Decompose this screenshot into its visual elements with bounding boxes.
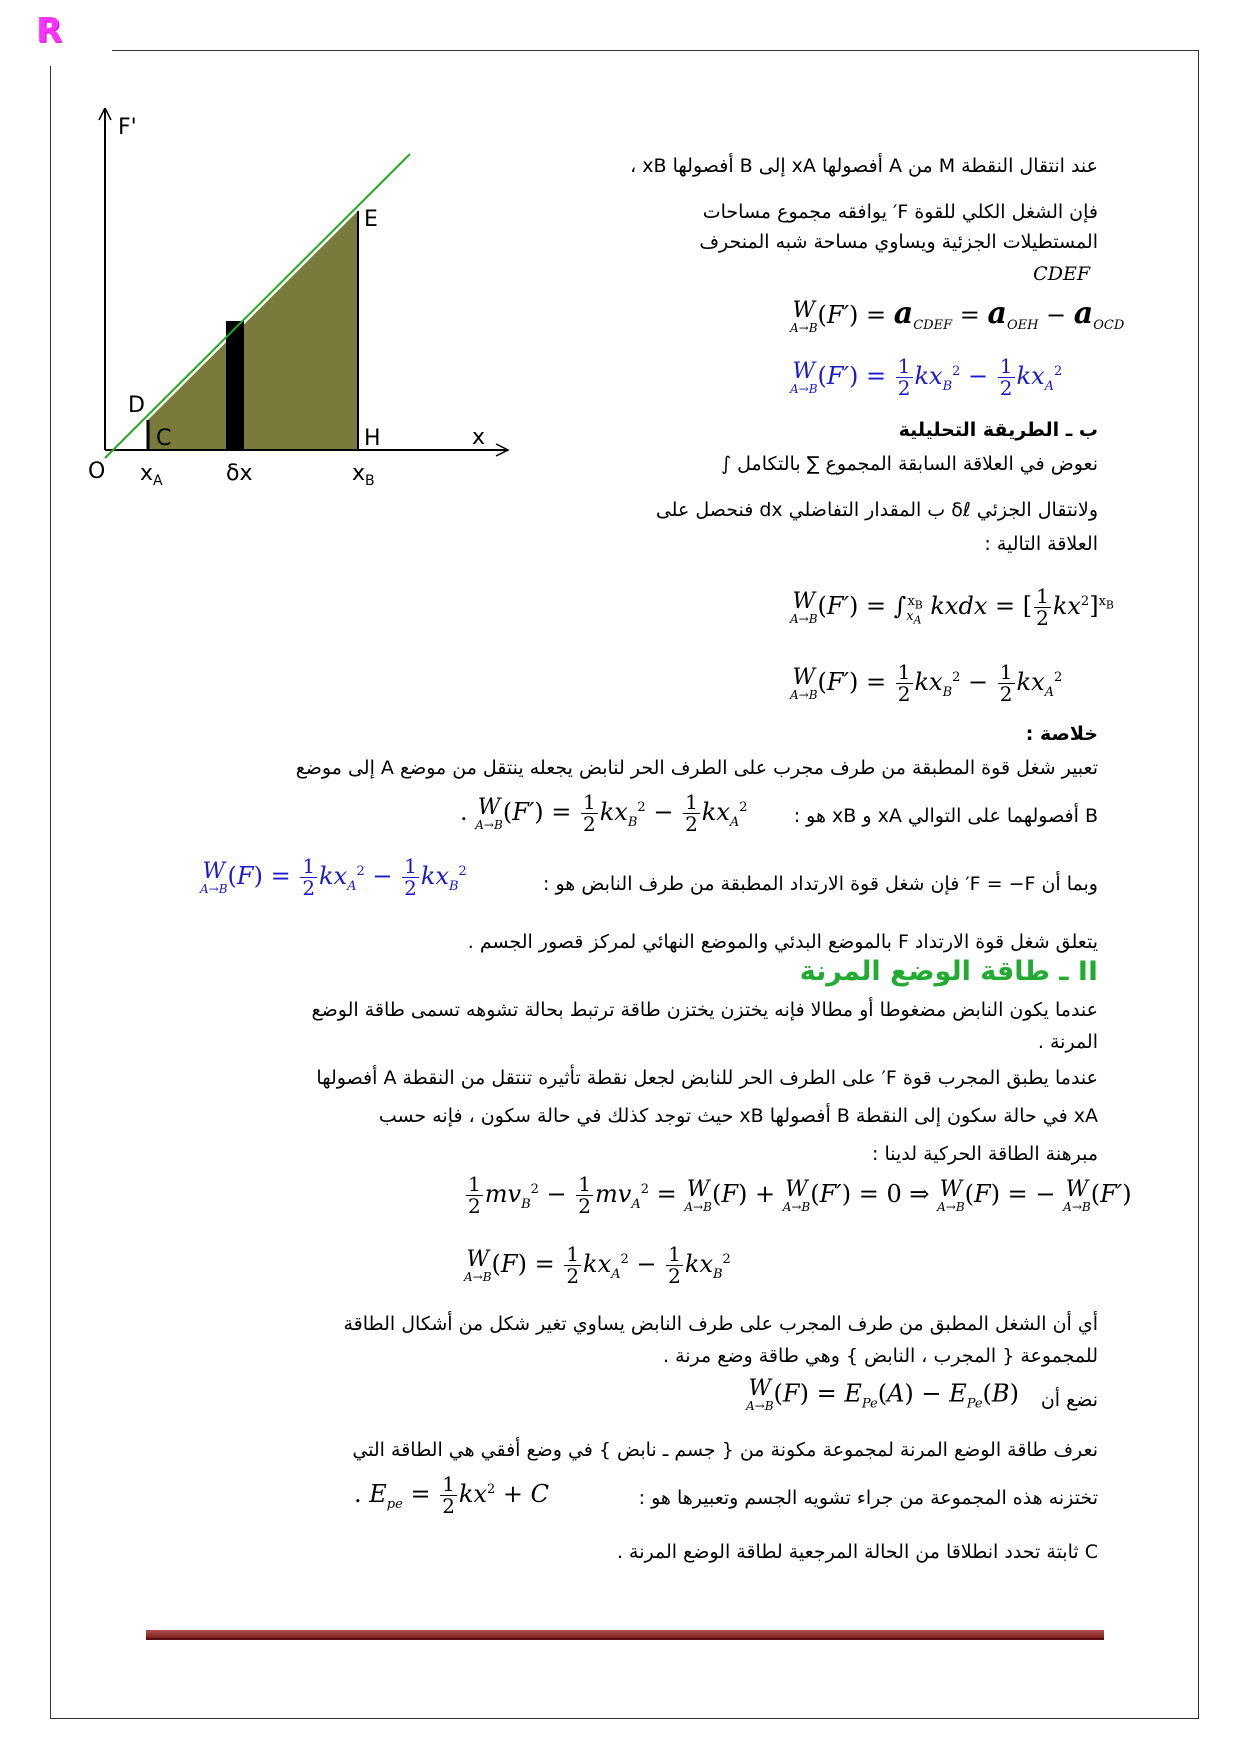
paragraph-p2a: فإن الشغل الكلي للقوة F′ يوافقه مجموع مساحات (702, 201, 1098, 223)
trapezoid-fill (148, 211, 358, 450)
label-c: C (156, 426, 172, 451)
label-xb: $x_B$ (352, 461, 375, 489)
paragraph-e2a: عندما يطبق المجرب قوة F′ على الطرف الحر للنابض لجعل نقطة تأثيره تنتقل من النقطة A أفصولها (316, 1067, 1098, 1089)
summary-s4: يتعلق شغل قوة الارتداد F بالموضع البدئي والموضع النهائي لمركز قصور الجسم . (467, 931, 1098, 953)
paragraph-p2b: المستطيلات الجزئية ويساوي مساحة شبه المنحرف (699, 231, 1098, 253)
label-xa: $x_A$ (140, 461, 163, 489)
formula-f10: . $E_{pe}$ = $\frac{1}{2}$ $kx^2 + C$ (354, 1472, 550, 1518)
paragraph-e4: نضع أن (1040, 1389, 1098, 1411)
label-h: H (364, 426, 381, 451)
formula-f1: W A→B $(F') = a_{CDEF} = a_{OEH} - a_{OCD}$ (790, 296, 1125, 335)
paragraph-e6: C ثابتة تحدد انطلاقا من الحالة المرجعية لطاقة الوضع المرنة . (616, 1541, 1098, 1563)
paragraph-p1: عند انتقال النقطة M من A أفصولها xA إلى B أفصولها xB ، (630, 155, 1098, 177)
frame-right-line (1198, 50, 1199, 1718)
formula-f7: $\frac{1}{2}$ $mv_B^2$ − $\frac{1}{2}$ $mv_A^2$ = W A→B (F) + W A→B (F′) = 0 ⇒ W A→B (F) = − W A→B (F′) (468, 1172, 1132, 1218)
frame-top-line (112, 50, 1198, 51)
summary-s2: B أفصولهما على التوالي xA و xB هو : (793, 805, 1098, 827)
label-cdef: CDEF (1033, 263, 1090, 285)
formula-f3: W A→B $(F') = \int_{x_A}^{x_B}$ kxdx = [ $\frac{1}{2}$ $kx^2]^{x_B}$ (790, 584, 1114, 630)
heading-elastic-energy: II ـ طاقة الوضع المرنة (799, 956, 1098, 987)
paragraph-e1a: عندما يكون النابض مضغوطا أو مطالا فإنه يختزن يختزن طاقة ترتبط بحالة تشوهه تسمى طاقة الوضع (311, 999, 1098, 1021)
label-e: E (364, 207, 378, 232)
paragraph-e3b: للمجموعة { المجرب ، النابض } وهي طاقة وضع مرنة . (662, 1345, 1098, 1367)
paragraph-e2c: مبرهنة الطاقة الحركية لدينا : (872, 1143, 1098, 1165)
summary-s3: وبما أن F = −F′ فإن شغل قوة الارتداد المطبقة من طرف النابض هو : (543, 873, 1098, 895)
formula-f2: W A→B (F′) = $\frac{1}{2}$ $kx_B^2$ − $\frac{1}{2}$ $kx_A^2$ (790, 354, 1063, 400)
formula-f8: W A→B (F) = $\frac{1}{2}$ $kx_A^2$ − $\frac{1}{2}$ $kx_B^2$ (464, 1242, 731, 1288)
paragraph-e1b: المرنة . (1037, 1031, 1098, 1053)
logo: R (36, 11, 63, 51)
paragraph-p3a: نعوض في العلاقة السابقة المجموع ∑ بالتكامل ∫ (721, 453, 1098, 475)
paragraph-p3b: ولانتقال الجزئي δℓ ب المقدار التفاضلي dx فنحصل على (655, 499, 1098, 521)
force-displacement-graph (80, 108, 520, 508)
label-o: O (88, 459, 106, 484)
summary-title: خلاصة : (1025, 723, 1098, 745)
label-fprime: F' (118, 115, 137, 140)
formula-f4: W A→B (F′) = $\frac{1}{2}$ $kx_B^2$ − $\frac{1}{2}$ $kx_A^2$ (790, 660, 1063, 706)
paragraph-p3c: العلاقة التالية : (984, 533, 1098, 555)
formula-f9: W A→B $(F) = E_{Pe}(A) - E_{Pe}(B)$ (746, 1376, 1019, 1413)
strip-dx (226, 321, 244, 451)
frame-bottom-line (50, 1718, 1199, 1719)
formula-f5: . W A→B (F′) = $\frac{1}{2}$ $kx_B^2$ − $\frac{1}{2}$ $kx_A^2$ (460, 790, 748, 836)
paragraph-e2b: xA في حالة سكون إلى النقطة B أفصولها xB حيث توجد كذلك في حالة سكون ، فإنه حسب (378, 1105, 1098, 1127)
summary-s1: تعبير شغل قوة المطبقة من طرف مجرب على الطرف الحر لنابض يجعله ينتقل من موضع A إلى موضع (295, 757, 1098, 779)
formula-f6: W A→B (F) = $\frac{1}{2}$ $kx_A^2$ − $\frac{1}{2}$ $kx_B^2$ (200, 854, 467, 900)
heading-analytic-method: ب ـ الطريقة التحليلية (898, 419, 1098, 441)
label-dx: δx (226, 461, 253, 486)
label-d: D (128, 393, 145, 418)
footer-bar (146, 1630, 1104, 1640)
label-x: x (472, 425, 486, 450)
paragraph-e3a: أي أن الشغل المطبق من طرف المجرب على طرف النابض يساوي تغير شكل من أشكال الطاقة (343, 1313, 1098, 1335)
frame-left-line (50, 66, 51, 1718)
paragraph-e5b: تختزنه هذه المجموعة من جراء تشويه الجسم وتعبيرها هو : (638, 1487, 1098, 1509)
paragraph-e5a: نعرف طاقة الوضع المرنة لمجموعة مكونة من { جسم ـ نابض } في وضع أفقي هي الطاقة التي (352, 1439, 1098, 1461)
